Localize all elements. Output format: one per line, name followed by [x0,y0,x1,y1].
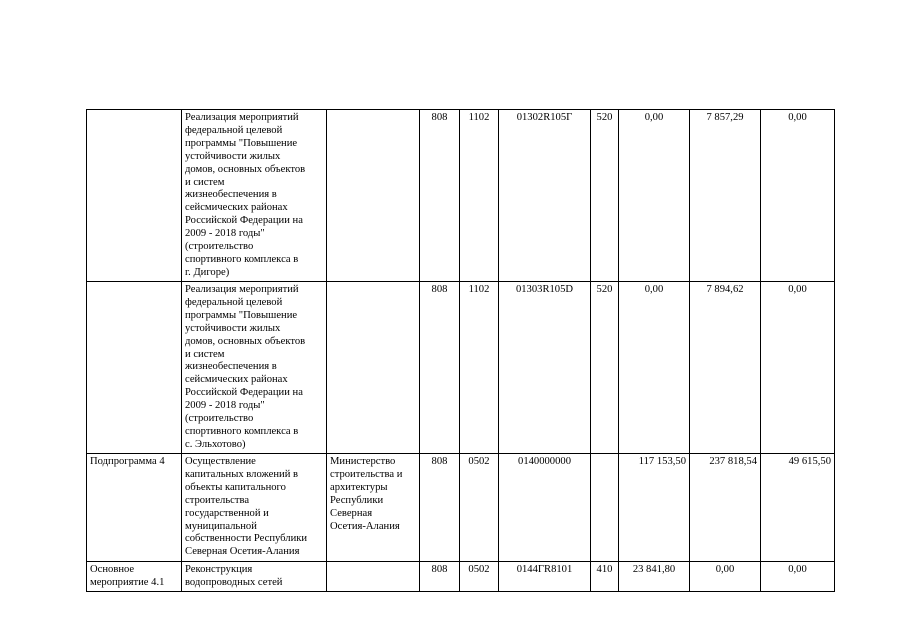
amount-year1-cell: 117 153,50 [619,454,690,562]
table-row [87,282,835,454]
section-code-cell: 1102 [460,282,499,454]
expense-type-cell: 520 [591,282,619,454]
budget-table [86,109,835,592]
section-code-cell: 0502 [460,454,499,562]
grbs-code-cell: 808 [420,110,460,282]
program-cell [87,282,182,454]
table-row [87,110,835,282]
amount-year1-cell: 23 841,80 [619,562,690,592]
expense-type-cell: 520 [591,110,619,282]
grbs-code-cell: 808 [420,454,460,562]
program-cell [87,110,182,282]
amount-year2-cell: 237 818,54 [690,454,761,562]
executor-cell [327,110,420,282]
amount-year3-cell: 0,00 [761,282,835,454]
target-article-cell: 01302R105Г [499,110,591,282]
amount-year2-cell: 7 894,62 [690,282,761,454]
section-code-cell: 1102 [460,110,499,282]
section-code-cell: 0502 [460,562,499,592]
amount-year3-cell: 49 615,50 [761,454,835,562]
amount-year3-cell: 0,00 [761,562,835,592]
amount-year1-cell: 0,00 [619,110,690,282]
grbs-code-cell: 808 [420,282,460,454]
grbs-code-cell: 808 [420,562,460,592]
amount-year1-cell: 0,00 [619,282,690,454]
executor-cell [327,282,420,454]
target-article-cell: 01303R105D [499,282,591,454]
program-cell: Основное мероприятие 4.1 [87,562,182,592]
amount-year3-cell: 0,00 [761,110,835,282]
activity-name-cell: Осуществление капитальных вложений в объекты капитального строительства государственной и муниципальной собственности Республики Северная Осетия-Алания [182,454,327,562]
expense-type-cell [591,454,619,562]
amount-year2-cell: 7 857,29 [690,110,761,282]
amount-year2-cell: 0,00 [690,562,761,592]
program-cell: Подпрограмма 4 [87,454,182,562]
activity-name-cell: Реализация мероприятий федеральной целевой программы "Повышение устойчивости жилых домов, основных объектов и систем жизнеобеспечения в сейсмических районах Российской Федерации на 2009 - 2018 годы" (строительство спортивного комплекса в с. Эльхотово) [182,282,327,454]
target-article-cell: 0140000000 [499,454,591,562]
executor-cell: Министерство строительства и архитектуры Республики Северная Осетия-Алания [327,454,420,562]
table-row [87,454,835,562]
executor-cell [327,562,420,592]
expense-type-cell: 410 [591,562,619,592]
activity-name-cell: Реконструкция водопроводных сетей [182,562,327,592]
target-article-cell: 0144ГR8101 [499,562,591,592]
activity-name-cell: Реализация мероприятий федеральной целевой программы "Повышение устойчивости жилых домов, основных объектов и систем жизнеобеспечения в сейсмических районах Российской Федерации на 2009 - 2018 годы" (строительство спортивного комплекса в г. Дигоре) [182,110,327,282]
table-row [87,562,835,592]
